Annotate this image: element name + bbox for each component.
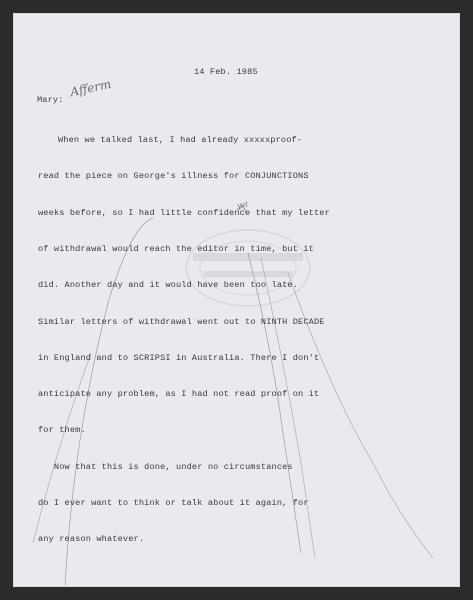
body-line: read the piece on George's illness for CONJUNCTIONS: [38, 171, 309, 182]
body-line: any reason whatever.: [38, 534, 145, 545]
handwritten-insertion: yet: [236, 200, 249, 210]
body-line: anticipate any problem, as I had not read proof on it: [38, 389, 320, 400]
body-line: for them.: [38, 425, 86, 436]
scan-border: [0, 0, 473, 13]
body-line: When we talked last, I had already xxxxxproof-: [58, 135, 303, 146]
salutation: Mary:: [37, 95, 64, 105]
letter-date: 14 Feb. 1985: [194, 67, 258, 77]
handwritten-annotation: Afferm: [68, 76, 113, 100]
body-line: do I ever want to think or talk about it again, for: [38, 498, 309, 508]
body-line: weeks before, so I had little confidence that my letter: [38, 207, 330, 218]
body-line: Now that this is done, under no circumstances: [38, 461, 293, 472]
body-line: did. Another day and it would have been too late.: [38, 280, 299, 291]
body-line: Similar letters of withdrawal went out to NINTH DECADE: [38, 316, 325, 327]
body-line: of withdrawal would reach the editor in time, but it: [38, 244, 314, 255]
letter-body: [38, 110, 330, 570]
letter-page: [13, 13, 460, 587]
body-line: in England and to SCRIPSI in Australia. There I don't: [38, 352, 320, 363]
